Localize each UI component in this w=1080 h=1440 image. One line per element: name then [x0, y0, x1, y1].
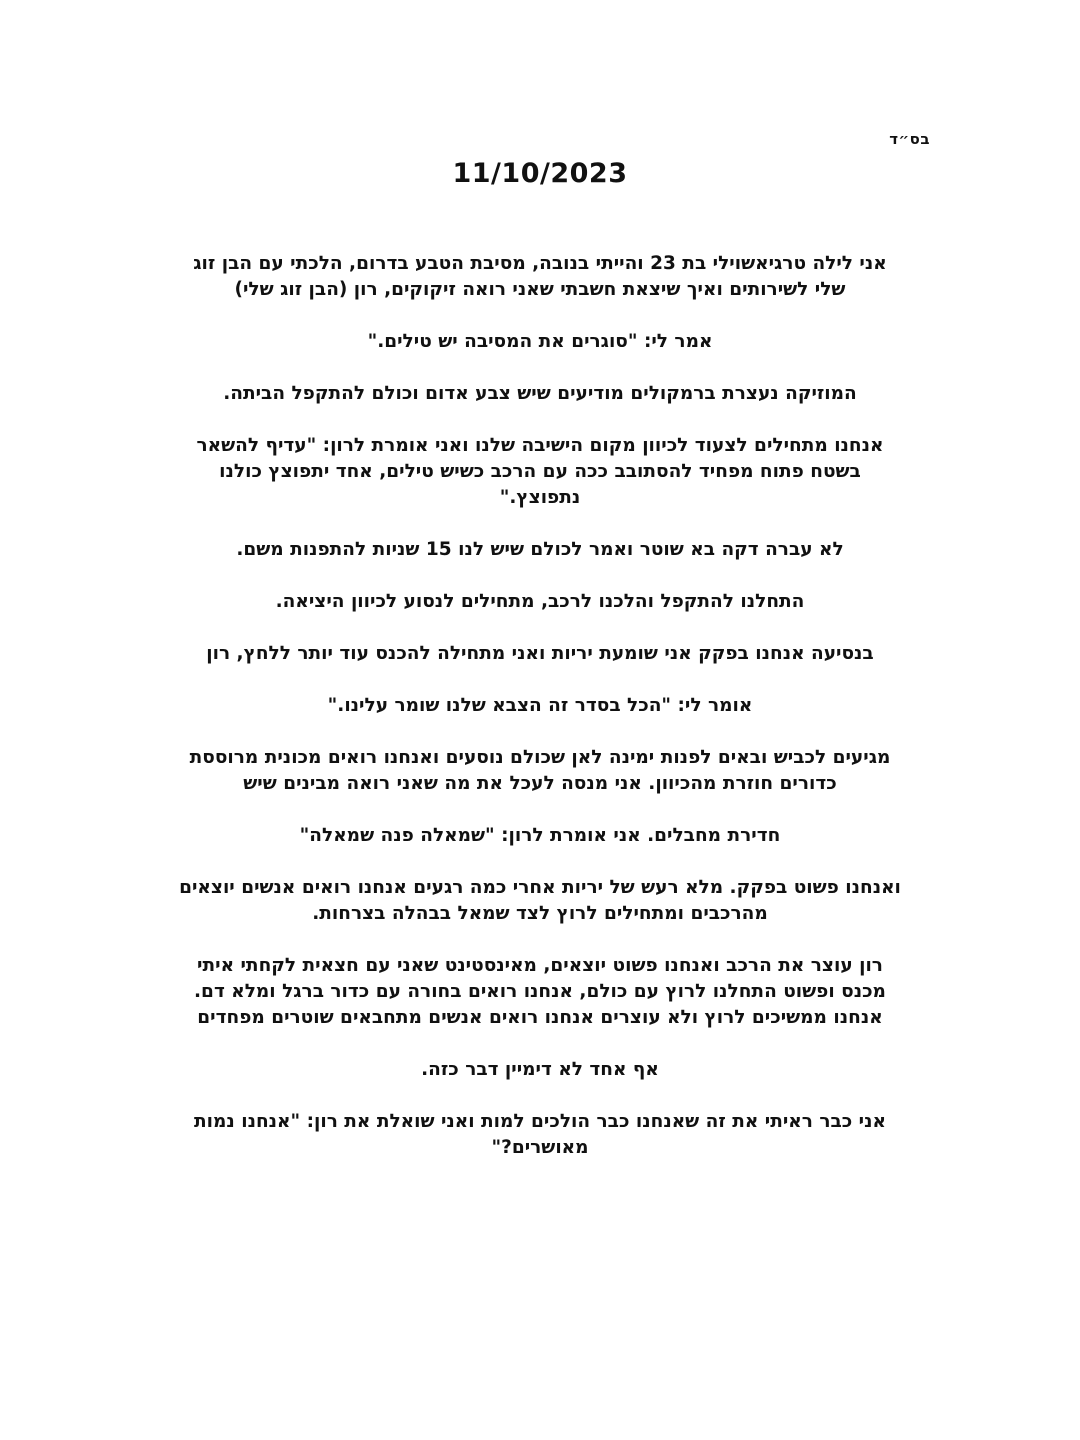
testimony-paragraph	[150, 381, 930, 407]
document-date: 11/10/2023	[452, 158, 628, 189]
text-line: ואנחנו פשוט בפקק. מלא רעש של יריות אחרי כמה רגעים אנחנו רואים אנשים יוצאים	[179, 877, 901, 898]
testimony-paragraph	[150, 823, 930, 849]
testimony-paragraph	[150, 537, 930, 563]
text-line: חדירת מחבלים. אני אומרת לרון: "שמאלה פנה שמאלה"	[299, 825, 781, 846]
text-line: אני לילה טרגיאשוילי בת 23 והייתי בנובה, מסיבת הטבע בדרום, הלכתי עם הבן זוג	[193, 253, 887, 274]
testimony-paragraph	[150, 693, 930, 719]
text-line: אמר לי: "סוגרים את המסיבה יש טילים."	[367, 331, 713, 352]
text-line: מאושרים?"	[491, 1137, 589, 1158]
text-line: מגיעים לכביש ובאים לפנות ימינה לאן שכולם נוסעים ואנחנו רואים מכונית מרוססת	[189, 747, 891, 768]
text-line: בנסיעה אנחנו בפקק אני שומעת יריות ואני מתחילה להכנס עוד יותר ללחץ, רון	[206, 643, 874, 664]
testimony-paragraph	[150, 641, 930, 667]
bsd-header: בס״ד	[889, 130, 930, 148]
testimony-paragraph	[150, 1057, 930, 1083]
testimony-paragraph	[150, 251, 930, 303]
testimony-paragraph	[150, 1109, 930, 1161]
testimony-paragraph	[150, 589, 930, 615]
text-line: לא עברה דקה בא שוטר ואמר לכולם שיש לנו 15 שניות להתפנות משם.	[236, 539, 844, 560]
text-line: אנחנו מתחילים לצעוד לכיוון מקום הישיבה שלנו ואני אומרת לרון: "עדיף להשאר	[196, 435, 884, 456]
text-line: המוזיקה נעצרת ברמקולים מודיעים שיש צבע אדום וכולם להתקפל הביתה.	[223, 383, 857, 404]
text-line: מהרכבים ומתחילים לרוץ לצד שמאל בבהלה בצרחות.	[312, 903, 768, 924]
text-line: מכנס ופשוט התחלנו לרוץ עם כולם, אנחנו רואים בחורה עם כדור ברגל ומלא דם.	[194, 981, 886, 1002]
testimony-paragraph	[150, 875, 930, 927]
text-line: אנחנו ממשיכים לרוץ ולא עוצרים אנחנו רואים אנשים מתחבאים שוטרים מפחדים	[197, 1007, 883, 1028]
text-line: נתפוצץ."	[499, 487, 581, 508]
testimony-paragraph	[150, 433, 930, 511]
text-line: רון עוצר את הרכב ואנחנו פשוט יוצאים, מאינסטינט שאני עם חצאית לקחתי איתי	[197, 955, 883, 976]
text-line: אני כבר ראיתי את זה שאנחנו כבר הולכים למות ואני שואלת את רון: "אנחנו נמות	[194, 1111, 886, 1132]
text-line: בשטח פתוח מפחיד להסתובב ככה עם הרכב כשיש טילים, אחד יתפוצץ כולנו	[219, 461, 861, 482]
text-line: אף אחד לא דימיין דבר כזה.	[421, 1059, 659, 1080]
testimony-paragraph	[150, 745, 930, 797]
text-line: אומר לי: "הכל בסדר זה הצבא שלנו שומר עלינו."	[327, 695, 753, 716]
text-line: שלי לשירותים ואיך שיצאת חשבתי שאני רואה זיקוקים, רון (הבן זוג שלי)	[234, 279, 846, 300]
testimony-paragraph	[150, 329, 930, 355]
testimony-body	[150, 251, 930, 1161]
text-line: התחלנו להתקפל והלכנו לרכב, מתחילים לנסוע לכיוון היציאה.	[275, 591, 805, 612]
text-line: כדורים חוזרת מהכיוון. אני מנסה לעכל את מה שאני רואה מבינים שיש	[243, 773, 837, 794]
testimony-paragraph	[150, 953, 930, 1031]
